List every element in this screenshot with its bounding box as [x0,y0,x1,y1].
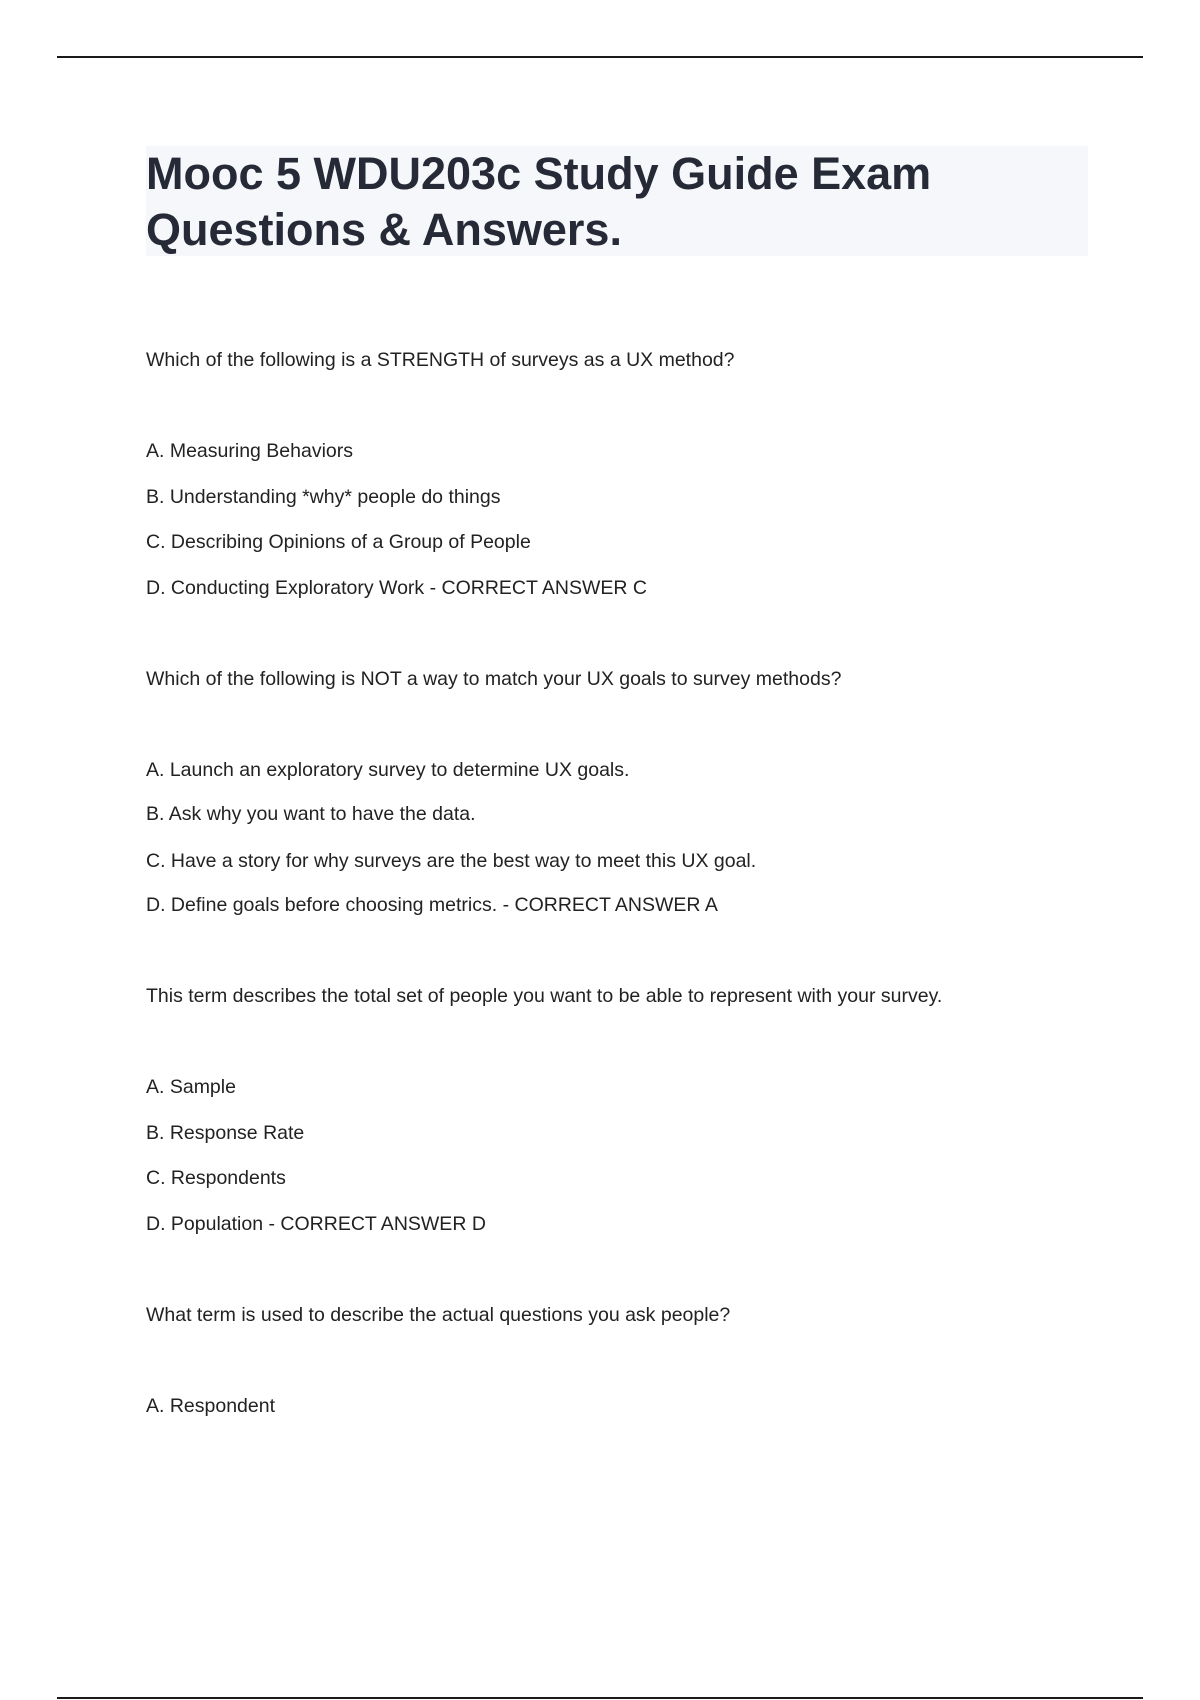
question-1: Which of the following is a STRENGTH of surveys as a UX method? [146,349,735,371]
question-1-option-c: C. Describing Opinions of a Group of People [146,531,531,553]
question-1-option-d: D. Conducting Exploratory Work - CORRECT ANSWER C [146,577,647,599]
question-2-option-a: A. Launch an exploratory survey to determine UX goals. [146,759,630,781]
question-1-option-a: A. Measuring Behaviors [146,440,354,462]
question-4: What term is used to describe the actual questions you ask people? [146,1304,731,1326]
page-title: Mooc 5 WDU203c Study Guide Exam Questions & Answers. [146,148,932,255]
bottom-rule [57,1697,1143,1699]
question-2-option-b: B. Ask why you want to have the data. [146,803,476,825]
question-2-option-d: D. Define goals before choosing metrics. - CORRECT ANSWER A [146,894,718,916]
question-1-option-b: B. Understanding *why* people do things [146,486,501,508]
question-3: This term describes the total set of people you want to be able to represent with your survey. [146,985,943,1007]
title-block [146,146,1088,256]
question-3-option-c: C. Respondents [146,1167,286,1189]
question-2-option-c: C. Have a story for why surveys are the best way to meet this UX goal. [146,850,757,872]
question-2: Which of the following is NOT a way to match your UX goals to survey methods? [146,668,842,690]
top-rule [57,56,1143,58]
question-4-option-a: A. Respondent [146,1395,276,1417]
question-3-option-a: A. Sample [146,1076,236,1098]
question-3-option-d: D. Population - CORRECT ANSWER D [146,1213,486,1235]
question-3-option-b: B. Response Rate [146,1122,305,1144]
